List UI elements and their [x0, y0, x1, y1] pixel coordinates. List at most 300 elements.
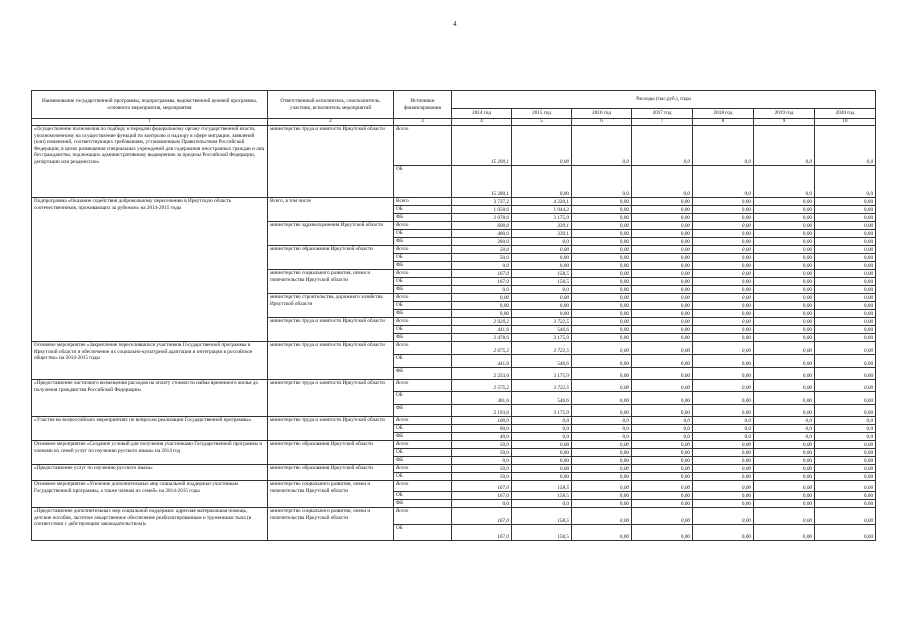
value-cell: 0,00 — [572, 441, 632, 449]
value-cell: 158,5 — [512, 278, 572, 286]
value-cell: 0,00 — [693, 326, 754, 334]
responsible-cell: министерство труда и занятости Иркутской области — [268, 318, 394, 342]
value-cell: 0,00 — [572, 222, 632, 230]
value-cell: 0,00 — [632, 368, 693, 380]
value-cell: 0,0 — [452, 457, 512, 465]
expenses-table — [31, 90, 876, 541]
value-cell: 50,0 — [452, 246, 512, 254]
source-cell: ОБ — [394, 326, 452, 334]
value-cell: 339,1 — [512, 222, 572, 230]
value-cell: 0,00 — [815, 230, 876, 238]
column-index: 6 — [572, 119, 632, 126]
value-cell: 2 478,6 — [452, 334, 512, 342]
value-cell: 0,0 — [512, 425, 572, 433]
column-index: 8 — [693, 119, 754, 126]
value-cell: 0,00 — [512, 449, 572, 457]
value-cell: 0,00 — [572, 355, 632, 368]
value-cell: 0,00 — [632, 278, 693, 286]
value-cell: 0,00 — [693, 214, 754, 222]
value-cell: 339,1 — [512, 230, 572, 238]
value-cell: 167,0 — [452, 525, 512, 541]
value-cell: 0,00 — [693, 473, 754, 481]
value-cell: 0,00 — [815, 355, 876, 368]
value-cell: 0,00 — [632, 525, 693, 541]
value-cell: 0,00 — [693, 355, 754, 368]
value-cell: 0,00 — [693, 457, 754, 465]
value-cell: 0,00 — [754, 465, 815, 473]
responsible-cell: министерство труда и занятости Иркутской области — [268, 417, 394, 441]
program-name-cell: «Предоставление частичного возмещения расходов на оплату стоимости найма временного жилья до получения гражданства Российской Федерации» — [32, 380, 268, 417]
column-index: 2 — [268, 119, 394, 126]
value-cell: 0,0 — [693, 166, 754, 198]
value-cell: 0,00 — [632, 342, 693, 355]
source-cell: Всего — [394, 342, 452, 355]
value-cell: 0,00 — [572, 214, 632, 222]
value-cell: 0,00 — [632, 198, 693, 206]
value-cell: 0,00 — [572, 368, 632, 380]
value-cell: 0,0 — [512, 500, 572, 508]
column-index: 9 — [754, 119, 815, 126]
value-cell: 0,0 — [512, 417, 572, 425]
value-cell: 50,0 — [452, 254, 512, 262]
value-cell: 0,00 — [632, 230, 693, 238]
value-cell: 0,00 — [632, 473, 693, 481]
value-cell: 0,00 — [512, 246, 572, 254]
source-cell: Всего — [394, 246, 452, 254]
value-cell: 0,00 — [572, 238, 632, 246]
table-body — [32, 126, 876, 541]
source-cell: ФБ — [394, 286, 452, 294]
value-cell: 0,0 — [632, 126, 693, 166]
table-row — [32, 380, 876, 392]
value-cell: 15 200,1 — [452, 126, 512, 166]
value-cell: 0,00 — [572, 392, 632, 405]
value-cell: 0,00 — [572, 342, 632, 355]
value-cell: 0,00 — [815, 254, 876, 262]
value-cell: 0,00 — [815, 222, 876, 230]
value-cell: 0,00 — [632, 294, 693, 302]
column-index: 10 — [815, 119, 876, 126]
value-cell: 0,0 — [452, 500, 512, 508]
responsible-cell: министерство здравоохранения Иркутской области — [268, 222, 394, 246]
value-cell: 0,00 — [815, 302, 876, 310]
source-cell: ОБ — [394, 492, 452, 500]
value-cell: 0,00 — [632, 286, 693, 294]
value-cell: 0,00 — [815, 278, 876, 286]
value-cell: 0,00 — [512, 262, 572, 270]
value-cell: 0,0 — [572, 417, 632, 425]
value-cell: 0,0 — [632, 166, 693, 198]
source-cell: ОБ — [394, 302, 452, 310]
value-cell: 0,00 — [572, 481, 632, 492]
value-cell: 0,00 — [693, 254, 754, 262]
value-cell: 0,00 — [693, 342, 754, 355]
value-cell: 0,00 — [815, 342, 876, 355]
value-cell: 0,00 — [754, 473, 815, 481]
value-cell: 0,00 — [512, 294, 572, 302]
value-cell: 0,00 — [815, 441, 876, 449]
value-cell: 0,0 — [632, 417, 693, 425]
value-cell: 0,00 — [754, 508, 815, 525]
value-cell: 0,00 — [632, 318, 693, 326]
value-cell: 167,0 — [452, 278, 512, 286]
value-cell: 167,0 — [452, 481, 512, 492]
value-cell: 0,00 — [632, 326, 693, 334]
value-cell: 0,00 — [754, 449, 815, 457]
value-cell: 0,00 — [693, 525, 754, 541]
value-cell: 546,6 — [512, 355, 572, 368]
source-cell: ОБ — [394, 166, 452, 198]
value-cell: 0,00 — [632, 500, 693, 508]
header-year: 2019 год — [754, 109, 815, 119]
value-cell: 167,0 — [452, 508, 512, 525]
value-cell: 0,0 — [754, 166, 815, 198]
value-cell: 0,00 — [815, 405, 876, 417]
responsible-cell: министерство социального развития, опеки и попечительства Иркутской области — [268, 481, 394, 508]
value-cell: 0,0 — [693, 433, 754, 441]
value-cell: 3 175,9 — [512, 405, 572, 417]
value-cell: 50,0 — [452, 473, 512, 481]
value-cell: 0,00 — [693, 206, 754, 214]
value-cell: 3 175,9 — [512, 214, 572, 222]
program-name-cell: Основное мероприятие «Создание условий для получения участниками Государственной программы и членами их семей услуг по изучению русского языка» на 2014 год — [32, 441, 268, 465]
value-cell: 0,0 — [512, 238, 572, 246]
value-cell: 0,00 — [632, 405, 693, 417]
value-cell: 0,00 — [815, 286, 876, 294]
table-row — [32, 441, 876, 449]
value-cell: 4 220,1 — [512, 198, 572, 206]
responsible-cell: министерство труда и занятости Иркутской области — [268, 380, 394, 417]
value-cell: 0,00 — [632, 334, 693, 342]
column-index: 4 — [452, 119, 512, 126]
value-cell: 2 575,2 — [452, 380, 512, 392]
value-cell: 0,00 — [632, 492, 693, 500]
header-responsible: Ответственный исполнитель, соисполнитель, участник, исполнитель мероприятий — [268, 91, 394, 119]
table-row — [32, 198, 876, 206]
header-year: 2017 год — [632, 109, 693, 119]
value-cell: 0,00 — [632, 508, 693, 525]
value-cell: 0,00 — [693, 262, 754, 270]
table-header — [32, 91, 876, 126]
value-cell: 0,00 — [632, 238, 693, 246]
value-cell: 0,00 — [572, 380, 632, 392]
responsible-cell: министерство образования Иркутской области — [268, 246, 394, 270]
value-cell: 0,00 — [693, 392, 754, 405]
source-cell: Всего — [394, 380, 452, 392]
table-row — [32, 481, 876, 492]
source-cell: ОБ — [394, 254, 452, 262]
value-cell: 167,0 — [452, 270, 512, 278]
value-cell: 3 722,5 — [512, 318, 572, 326]
value-cell: 0,00 — [815, 392, 876, 405]
value-cell: 0,00 — [632, 222, 693, 230]
program-name-cell: Подпрограмма «Оказание содействия добровольному переселению в Иркутскую область соотечественников, проживающих за рубежом» на 2014-2015 годы — [32, 198, 268, 342]
page-number: 4 — [453, 20, 457, 28]
value-cell: 0,00 — [754, 222, 815, 230]
value-cell: 0,00 — [572, 457, 632, 465]
header-year: 2020 год — [815, 109, 876, 119]
value-cell: 1 044,2 — [512, 206, 572, 214]
value-cell: 0,00 — [754, 310, 815, 318]
value-cell: 0,00 — [693, 368, 754, 380]
value-cell: 0,00 — [693, 198, 754, 206]
value-cell: 0,0 — [572, 166, 632, 198]
value-cell: 0,00 — [572, 405, 632, 417]
value-cell: 2 233,6 — [452, 368, 512, 380]
value-cell: 0,00 — [572, 278, 632, 286]
value-cell: 0,00 — [572, 286, 632, 294]
value-cell: 0,00 — [632, 270, 693, 278]
value-cell: 0,00 — [754, 198, 815, 206]
table-row — [32, 417, 876, 425]
value-cell: 0,00 — [754, 326, 815, 334]
value-cell: 0,00 — [754, 254, 815, 262]
source-cell: Всего — [394, 465, 452, 473]
value-cell: 0,00 — [754, 286, 815, 294]
value-cell: 0,00 — [632, 465, 693, 473]
value-cell: 600,0 — [452, 222, 512, 230]
value-cell: 0,00 — [572, 449, 632, 457]
value-cell: 0,00 — [754, 278, 815, 286]
value-cell: 0,00 — [815, 525, 876, 541]
value-cell: 0,00 — [815, 500, 876, 508]
value-cell: 0,00 — [632, 254, 693, 262]
value-cell: 0,00 — [632, 206, 693, 214]
source-cell: Всего — [394, 270, 452, 278]
value-cell: 546,6 — [512, 392, 572, 405]
value-cell: 0,00 — [693, 449, 754, 457]
value-cell: 0,00 — [632, 392, 693, 405]
value-cell: 0,0 — [693, 417, 754, 425]
source-cell: ФБ — [394, 310, 452, 318]
source-cell: Всего — [394, 417, 452, 425]
value-cell: 0,00 — [572, 326, 632, 334]
value-cell: 0,00 — [572, 270, 632, 278]
value-cell: 0,00 — [632, 262, 693, 270]
value-cell: 40,0 — [452, 433, 512, 441]
value-cell: 0,00 — [452, 310, 512, 318]
value-cell: 0,00 — [815, 380, 876, 392]
responsible-cell: министерство социального развития, опеки и попечительства Иркутской области — [268, 508, 394, 541]
value-cell: 0,00 — [693, 238, 754, 246]
value-cell: 0,0 — [452, 286, 512, 294]
value-cell: 0,00 — [693, 302, 754, 310]
value-cell: 0,0 — [512, 286, 572, 294]
program-name-cell: «Участие во всероссийских мероприятиях по вопросам реализации Государственной программы» — [32, 417, 268, 441]
value-cell: 0,00 — [572, 294, 632, 302]
value-cell: 0,00 — [693, 441, 754, 449]
value-cell: 0,00 — [754, 270, 815, 278]
source-cell: ФБ — [394, 457, 452, 465]
value-cell: 0,00 — [512, 126, 572, 166]
value-cell: 0,00 — [572, 492, 632, 500]
source-cell: Всего — [394, 126, 452, 166]
value-cell: 0,00 — [572, 206, 632, 214]
responsible-cell: министерство строительства, дорожного хозяйства Иркутской области — [268, 294, 394, 318]
value-cell: 0,00 — [632, 481, 693, 492]
value-cell: 0,0 — [754, 433, 815, 441]
column-index: 3 — [394, 119, 452, 126]
value-cell: 0,00 — [754, 334, 815, 342]
program-name-cell: Основное мероприятие «Усиление дополнительных мер социальной поддержки участникам Государственной программы, а также членам их семей» на 2014-2015 годы — [32, 481, 268, 508]
responsible-cell: министерство образования Иркутской области — [268, 465, 394, 481]
source-cell: ОБ — [394, 230, 452, 238]
value-cell: 0,00 — [693, 222, 754, 230]
source-cell: ФБ — [394, 238, 452, 246]
value-cell: 0,00 — [815, 473, 876, 481]
value-cell: 0,00 — [754, 302, 815, 310]
value-cell: 0,0 — [693, 425, 754, 433]
value-cell: 0,00 — [754, 318, 815, 326]
responsible-cell: министерство труда и занятости Иркутской области — [268, 126, 394, 198]
value-cell: 0,00 — [693, 481, 754, 492]
source-cell: ОБ — [394, 525, 452, 541]
value-cell: 0,00 — [512, 441, 572, 449]
source-cell: ФБ — [394, 214, 452, 222]
value-cell: 0,00 — [512, 457, 572, 465]
value-cell: 0,00 — [754, 492, 815, 500]
value-cell: 0,00 — [754, 457, 815, 465]
value-cell: 0,0 — [572, 126, 632, 166]
value-cell: 0,00 — [632, 302, 693, 310]
value-cell: 0,00 — [815, 457, 876, 465]
value-cell: 2 678,6 — [452, 214, 512, 222]
table-row — [32, 342, 876, 355]
program-name-cell: «Осуществление полномочия по подбору и передачи федеральному органу государственной власти, уполномоченному на осуществление функций по контролю и надзору в сфере миграции, заявлений (или) поменений, соответствующих требованиям, установленным Правительством Российской Федерации, в целях размещения специальных учреждений для содержания иностранных граждан и лиц без гражданства, подлежащих административному выдворению за пределы Российской Федерации, депортации или реадмиссии» — [32, 126, 268, 198]
header-expenses: Расходы (тыс.руб.), годы — [452, 91, 876, 109]
value-cell: 0,00 — [452, 294, 512, 302]
value-cell: 0,00 — [754, 392, 815, 405]
value-cell: 0,00 — [572, 198, 632, 206]
value-cell: 15 200,1 — [452, 166, 512, 198]
value-cell: 546,6 — [512, 326, 572, 334]
value-cell: 0,00 — [815, 492, 876, 500]
value-cell: 50,0 — [452, 449, 512, 457]
value-cell: 0,00 — [754, 500, 815, 508]
source-cell: ФБ — [394, 433, 452, 441]
value-cell: 0,0 — [632, 433, 693, 441]
value-cell: 3 722,5 — [512, 380, 572, 392]
value-cell: 0,00 — [572, 302, 632, 310]
source-cell: Всего — [394, 198, 452, 206]
value-cell: 0,00 — [815, 238, 876, 246]
source-cell: ОБ — [394, 206, 452, 214]
value-cell: 158,5 — [512, 481, 572, 492]
value-cell: 0,00 — [693, 310, 754, 318]
value-cell: 0,00 — [632, 310, 693, 318]
value-cell: 158,5 — [512, 525, 572, 541]
value-cell: 0,00 — [572, 473, 632, 481]
value-cell: 0,00 — [815, 198, 876, 206]
value-cell: 50,0 — [452, 465, 512, 473]
value-cell: 0,00 — [572, 508, 632, 525]
source-cell: Всего — [394, 441, 452, 449]
column-index: 5 — [512, 119, 572, 126]
source-cell: ФБ — [394, 334, 452, 342]
value-cell: 0,00 — [693, 500, 754, 508]
value-cell: 0,00 — [512, 302, 572, 310]
source-cell: Всего — [394, 481, 452, 492]
value-cell: 0,00 — [815, 270, 876, 278]
source-cell: ФБ — [394, 500, 452, 508]
value-cell: 0,00 — [754, 238, 815, 246]
value-cell: 0,00 — [815, 326, 876, 334]
responsible-cell: министерство социального развития, опеки и попечительства Иркутской области — [268, 270, 394, 294]
source-cell: ОБ — [394, 449, 452, 457]
value-cell: 200,0 — [452, 238, 512, 246]
value-cell: 0,00 — [754, 525, 815, 541]
value-cell: 0,00 — [754, 380, 815, 392]
value-cell: 0,0 — [572, 425, 632, 433]
value-cell: 0,0 — [693, 126, 754, 166]
value-cell: 0,00 — [754, 230, 815, 238]
value-cell: 0,00 — [632, 457, 693, 465]
value-cell: 0,00 — [632, 246, 693, 254]
source-cell: Всего — [394, 222, 452, 230]
value-cell: 0,00 — [512, 465, 572, 473]
value-cell: 400,0 — [452, 230, 512, 238]
value-cell: 0,00 — [693, 270, 754, 278]
program-name-cell: «Предоставление услуг по изучению русского языка» — [32, 465, 268, 481]
value-cell: 3 737,2 — [452, 198, 512, 206]
value-cell: 0,00 — [693, 380, 754, 392]
value-cell: 441,6 — [452, 326, 512, 334]
value-cell: 0,00 — [754, 294, 815, 302]
value-cell: 0,00 — [572, 254, 632, 262]
source-cell: ОБ — [394, 278, 452, 286]
source-cell: ОБ — [394, 392, 452, 405]
value-cell: 158,5 — [512, 508, 572, 525]
value-cell: 2 675,2 — [452, 342, 512, 355]
source-cell: Всего — [394, 318, 452, 326]
source-cell: ОБ — [394, 355, 452, 368]
value-cell: 0,00 — [693, 230, 754, 238]
table-row — [32, 465, 876, 473]
value-cell: 0,00 — [693, 294, 754, 302]
value-cell: 0,00 — [693, 278, 754, 286]
value-cell: 2 193,6 — [452, 405, 512, 417]
program-name-cell: Основное мероприятие «Закрепление переселившихся участников Государственной программы в Иркутской области и обеспечение их социально-культурной адаптации и интеграции в российское общество» на 2014-2015 годы — [32, 342, 268, 380]
value-cell: 0,00 — [815, 246, 876, 254]
source-cell: Всего — [394, 294, 452, 302]
value-cell: 0,00 — [632, 380, 693, 392]
value-cell: 0,00 — [572, 318, 632, 326]
header-year: 2016 год — [572, 109, 632, 119]
header-year: 2018 год — [693, 109, 754, 119]
value-cell: 0,00 — [754, 246, 815, 254]
value-cell: 0,00 — [693, 334, 754, 342]
value-cell: 0,00 — [815, 214, 876, 222]
value-cell: 0,00 — [815, 206, 876, 214]
source-cell: ФБ — [394, 368, 452, 380]
value-cell: 0,00 — [693, 318, 754, 326]
value-cell: 0,00 — [572, 500, 632, 508]
value-cell: 0,00 — [632, 355, 693, 368]
value-cell: 3 722,5 — [512, 342, 572, 355]
header-name: Наименование государственной программы, подпрограммы, ведомственной целевой программы, основного мероприятия, мероприятия — [32, 91, 268, 119]
value-cell: 0,00 — [572, 310, 632, 318]
value-cell: 0,00 — [815, 465, 876, 473]
value-cell: 0,00 — [754, 206, 815, 214]
value-cell: 0,0 — [754, 126, 815, 166]
value-cell: 167,0 — [452, 492, 512, 500]
value-cell: 0,0 — [512, 433, 572, 441]
value-cell: 2 920,2 — [452, 318, 512, 326]
value-cell: 0,00 — [754, 262, 815, 270]
value-cell: 0,00 — [815, 449, 876, 457]
value-cell: 0,0 — [632, 425, 693, 433]
value-cell: 0,00 — [693, 492, 754, 500]
